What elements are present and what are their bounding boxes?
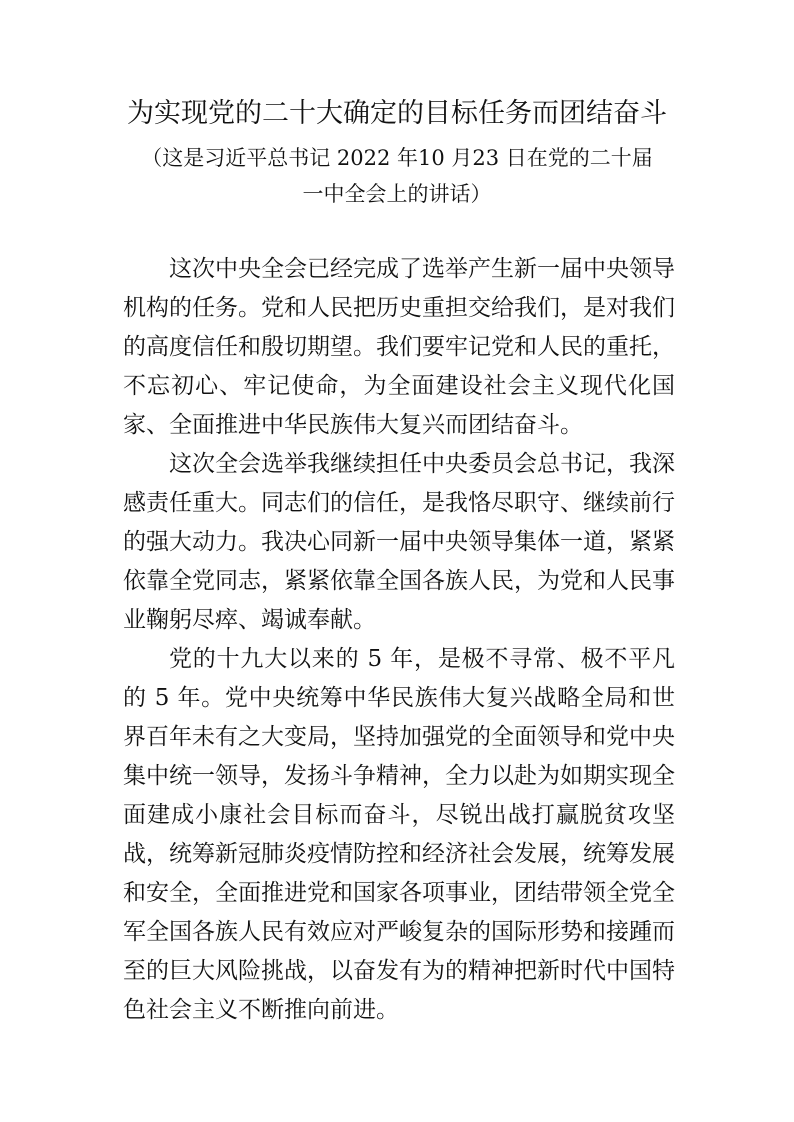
subtitle-line-2: 一中全会上的讲话） (302, 182, 492, 206)
subtitle-line-1: （这是习近平总书记 2022 年10 月23 日在党的二十届 (141, 146, 653, 170)
body-paragraph-2: 这次全会选举我继续担任中央委员会总书记，我深感责任重大。同志们的信任，是我恪尽职守、继续前行的强大动力。我决心同新一届中央领导集体一道，紧紧依靠全党同志，紧紧依靠全国各族人民，为党和人民事业鞠躬尽瘁、竭诚奉献。 (123, 451, 675, 633)
body-paragraph-3: 党的十九大以来的 5 年，是极不寻常、极不平凡的 5 年。党中央统筹中华民族伟大复兴战略全局和世界百年未有之大变局，坚持加强党的全面领导和党中央集中统一领导，发扬斗争精神，全力以赴为如期实现全面建成小康社会目标而奋斗，尽锐出战打赢脱贫攻坚战，统筹新冠肺炎疫情防控和经济社会发展，统筹发展和安全，全面推进党和国家各项事业，团结带领全党全军全国各族人民有效应对严峻复杂的国际形势和接踵而至的巨大风险挑战，以奋发有为的精神把新时代中国特色社会主义不断推向前进。 (123, 646, 675, 1023)
body-paragraph-1: 这次中央全会已经完成了选举产生新一届中央领导机构的任务。党和人民把历史重担交给我们，是对我们的高度信任和殷切期望。我们要牢记党和人民的重托，不忘初心、牢记使命，为全面建设社会主义现代化国家、全面推进中华民族伟大复兴而团结奋斗。 (123, 256, 675, 438)
document-body (123, 250, 675, 1030)
document-subtitle (100, 140, 694, 212)
document-title: 为实现党的二十大确定的目标任务而团结奋斗 (127, 98, 667, 129)
